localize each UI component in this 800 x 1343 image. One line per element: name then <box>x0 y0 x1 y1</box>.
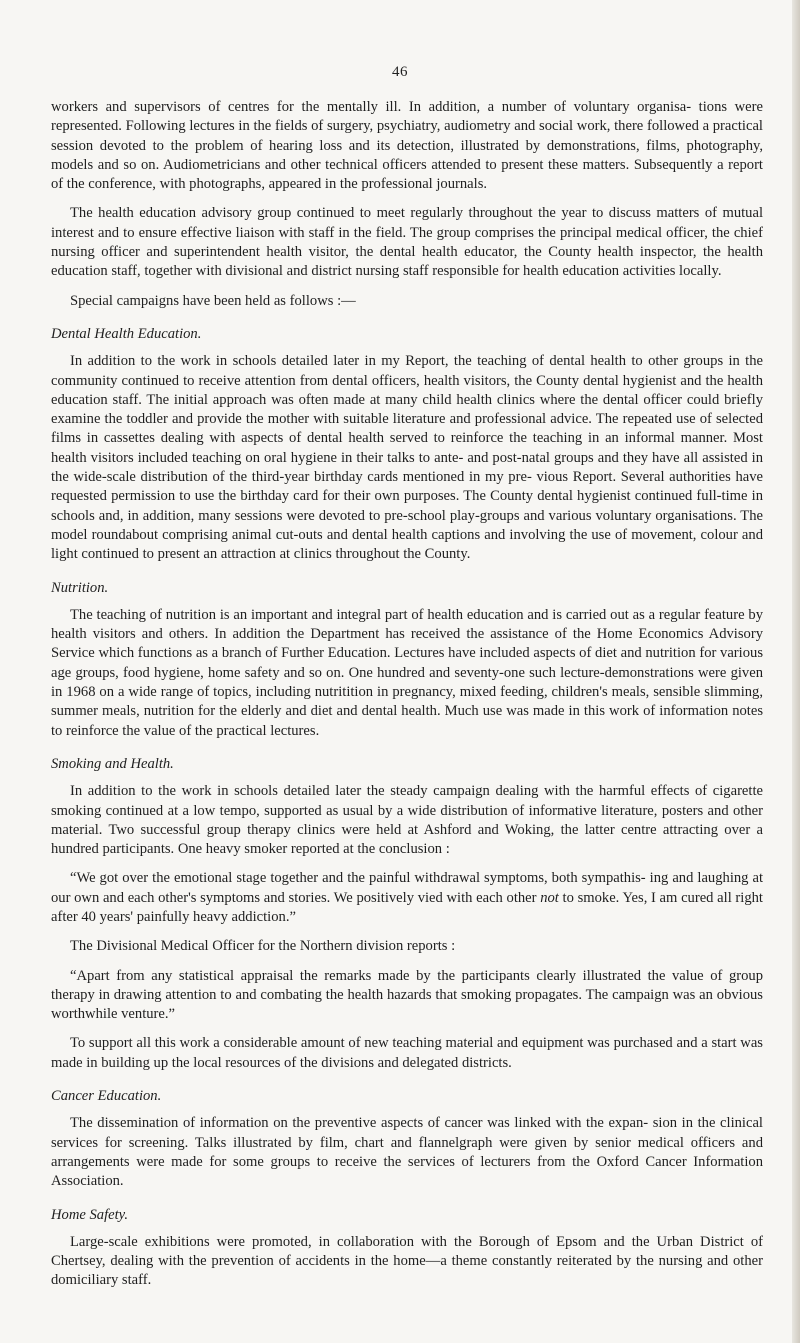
paragraph-intro-continued: workers and supervisors of centres for the mentally ill. In addition, a number of voluntary organisa- tions were represented. Following lectures in the fields of surgery, psychiatry, audiometry and social work, there followed a practical session devoted to the problem of hearing loss and its detection, illustrated by demonstrations, films, photography, models and so on. Audiometricians and other technical officers attended to present these matters. Subsequently a report of the conference, with photographs, appeared in the professional journals. <box>51 99 763 193</box>
quote-part-1: “We got over the emotional stage together and the painful withdrawal symptoms, both sympathis- ing and laughing at our own and each other's symptoms and stories. We positively vied with each other <box>51 870 763 906</box>
heading-nutrition: Nutrition. <box>51 579 109 596</box>
paragraph-northern-division: The Divisional Medical Officer for the Northern division reports : <box>70 938 456 955</box>
page-body <box>51 98 763 1291</box>
paragraph-teaching-material: To support all this work a considerable amount of new teaching material and equipment was purchased and a start was made in building up the local resources of the divisions and delegated districts. <box>51 1035 763 1071</box>
paragraph-nutrition: The teaching of nutrition is an important and integral part of health education and is carried out as a regular feature by health visitors and others. In addition the Department has received the assistance of the Home Economics Advisory Service which functions as a branch of Further Education. Lectures have included aspects of diet and nutrition for various age groups, food hygiene, home safety and so on. One hundred and seventy-one such lecture-demonstrations were given in 1968 on a wide range of topics, including nutritition in pregnancy, mixed feeding, children's meals, sensible slimming, summer meals, nutrition for the elderly and diet and dental health. Much use was made in this work of information notes to reinforce the value of the practical lectures. <box>51 606 763 739</box>
heading-smoking-health: Smoking and Health. <box>51 755 174 772</box>
heading-home-safety: Home Safety. <box>51 1206 129 1223</box>
page-number: 46 <box>392 64 408 80</box>
paragraph-dental-health: In addition to the work in schools detailed later in my Report, the teaching of dental health to other groups in the community continued to receive attention from dental officers, health visitors, the County dental hygienist and the health education staff. The initial approach was often made at many child health clinics where the dental officer could briefly examine the toddler and provide the mother with suitable literature and professional advice. The repeated use of selected films in cassettes dealing with aspects of dental health served to reinforce the teaching in an informal manner. Most health visitors included teaching on oral hygiene in their talks to ante- and post-natal groups and they have all assisted in the wide-scale distribution of the third-year birthday cards mentioned in my pre- vious Report. Several authorities have requested permission to use the birthday card for their own purposes. The County dental hygienist continued full-time in schools and, in addition, many sessions were devoted to pre-school play-groups and various voluntary organisations. The model roundabout comprising animal cut-outs and dental health captions and involving the use of movement, colour and light continued to present an attraction at clinics throughout the County. <box>51 353 763 563</box>
scan-edge-shadow <box>792 0 800 1343</box>
paragraph-advisory-group: The health education advisory group continued to meet regularly throughout the year to discuss matters of mutual interest and to ensure effective liaison with staff in the field. The group comprises the principal medical officer, the chief nursing officer and superintendent health visitor, the dental health educator, the County health inspector, the health education staff, together with divisional and district nursing staff responsible for health education activities locally. <box>51 205 763 280</box>
paragraph-smoker-quote <box>51 869 763 927</box>
paragraph-home-safety: Large-scale exhibitions were promoted, in collaboration with the Borough of Epsom and the Urban District of Chertsey, dealing with the prevention of accidents in the home—a theme constantly reiterated by the nursing and other domiciliary staff. <box>51 1233 763 1289</box>
paragraph-cancer-education: The dissemination of information on the preventive aspects of cancer was linked with the expan- sion in the clinical services for screening. Talks illustrated by film, chart and flannelgraph were given by senior medical officers and arrangements were made for some groups to receive the services of lecturers from the Oxford Cancer Information Association. <box>51 1115 763 1190</box>
paragraph-smoking-campaign: In addition to the work in schools detailed later the steady campaign dealing with the harmful effects of cigarette smoking continued at a low tempo, supported as usual by a wide distribution of informative literature, posters and other material. Two successful group therapy clinics were held at Ashford and Woking, the latter centre attracting over a hundred participants. One heavy smoker reported at the conclusion : <box>51 783 763 858</box>
heading-cancer-education: Cancer Education. <box>51 1088 162 1105</box>
paragraph-officer-quote: “Apart from any statistical appraisal the remarks made by the participants clearly illustrated the value of group therapy in drawing attention to and combating the health hazards that smoking propagates. The campaign was an obvious worthwhile venture.” <box>51 967 763 1023</box>
quote-emphasis: not <box>540 889 559 906</box>
heading-dental-health: Dental Health Education. <box>51 325 202 342</box>
quote-part-2: to smoke. Yes, I am cured all right after 40 years' painfully heavy addiction.” <box>51 889 763 925</box>
paragraph-special-campaigns: Special campaigns have been held as follows :— <box>70 292 356 309</box>
